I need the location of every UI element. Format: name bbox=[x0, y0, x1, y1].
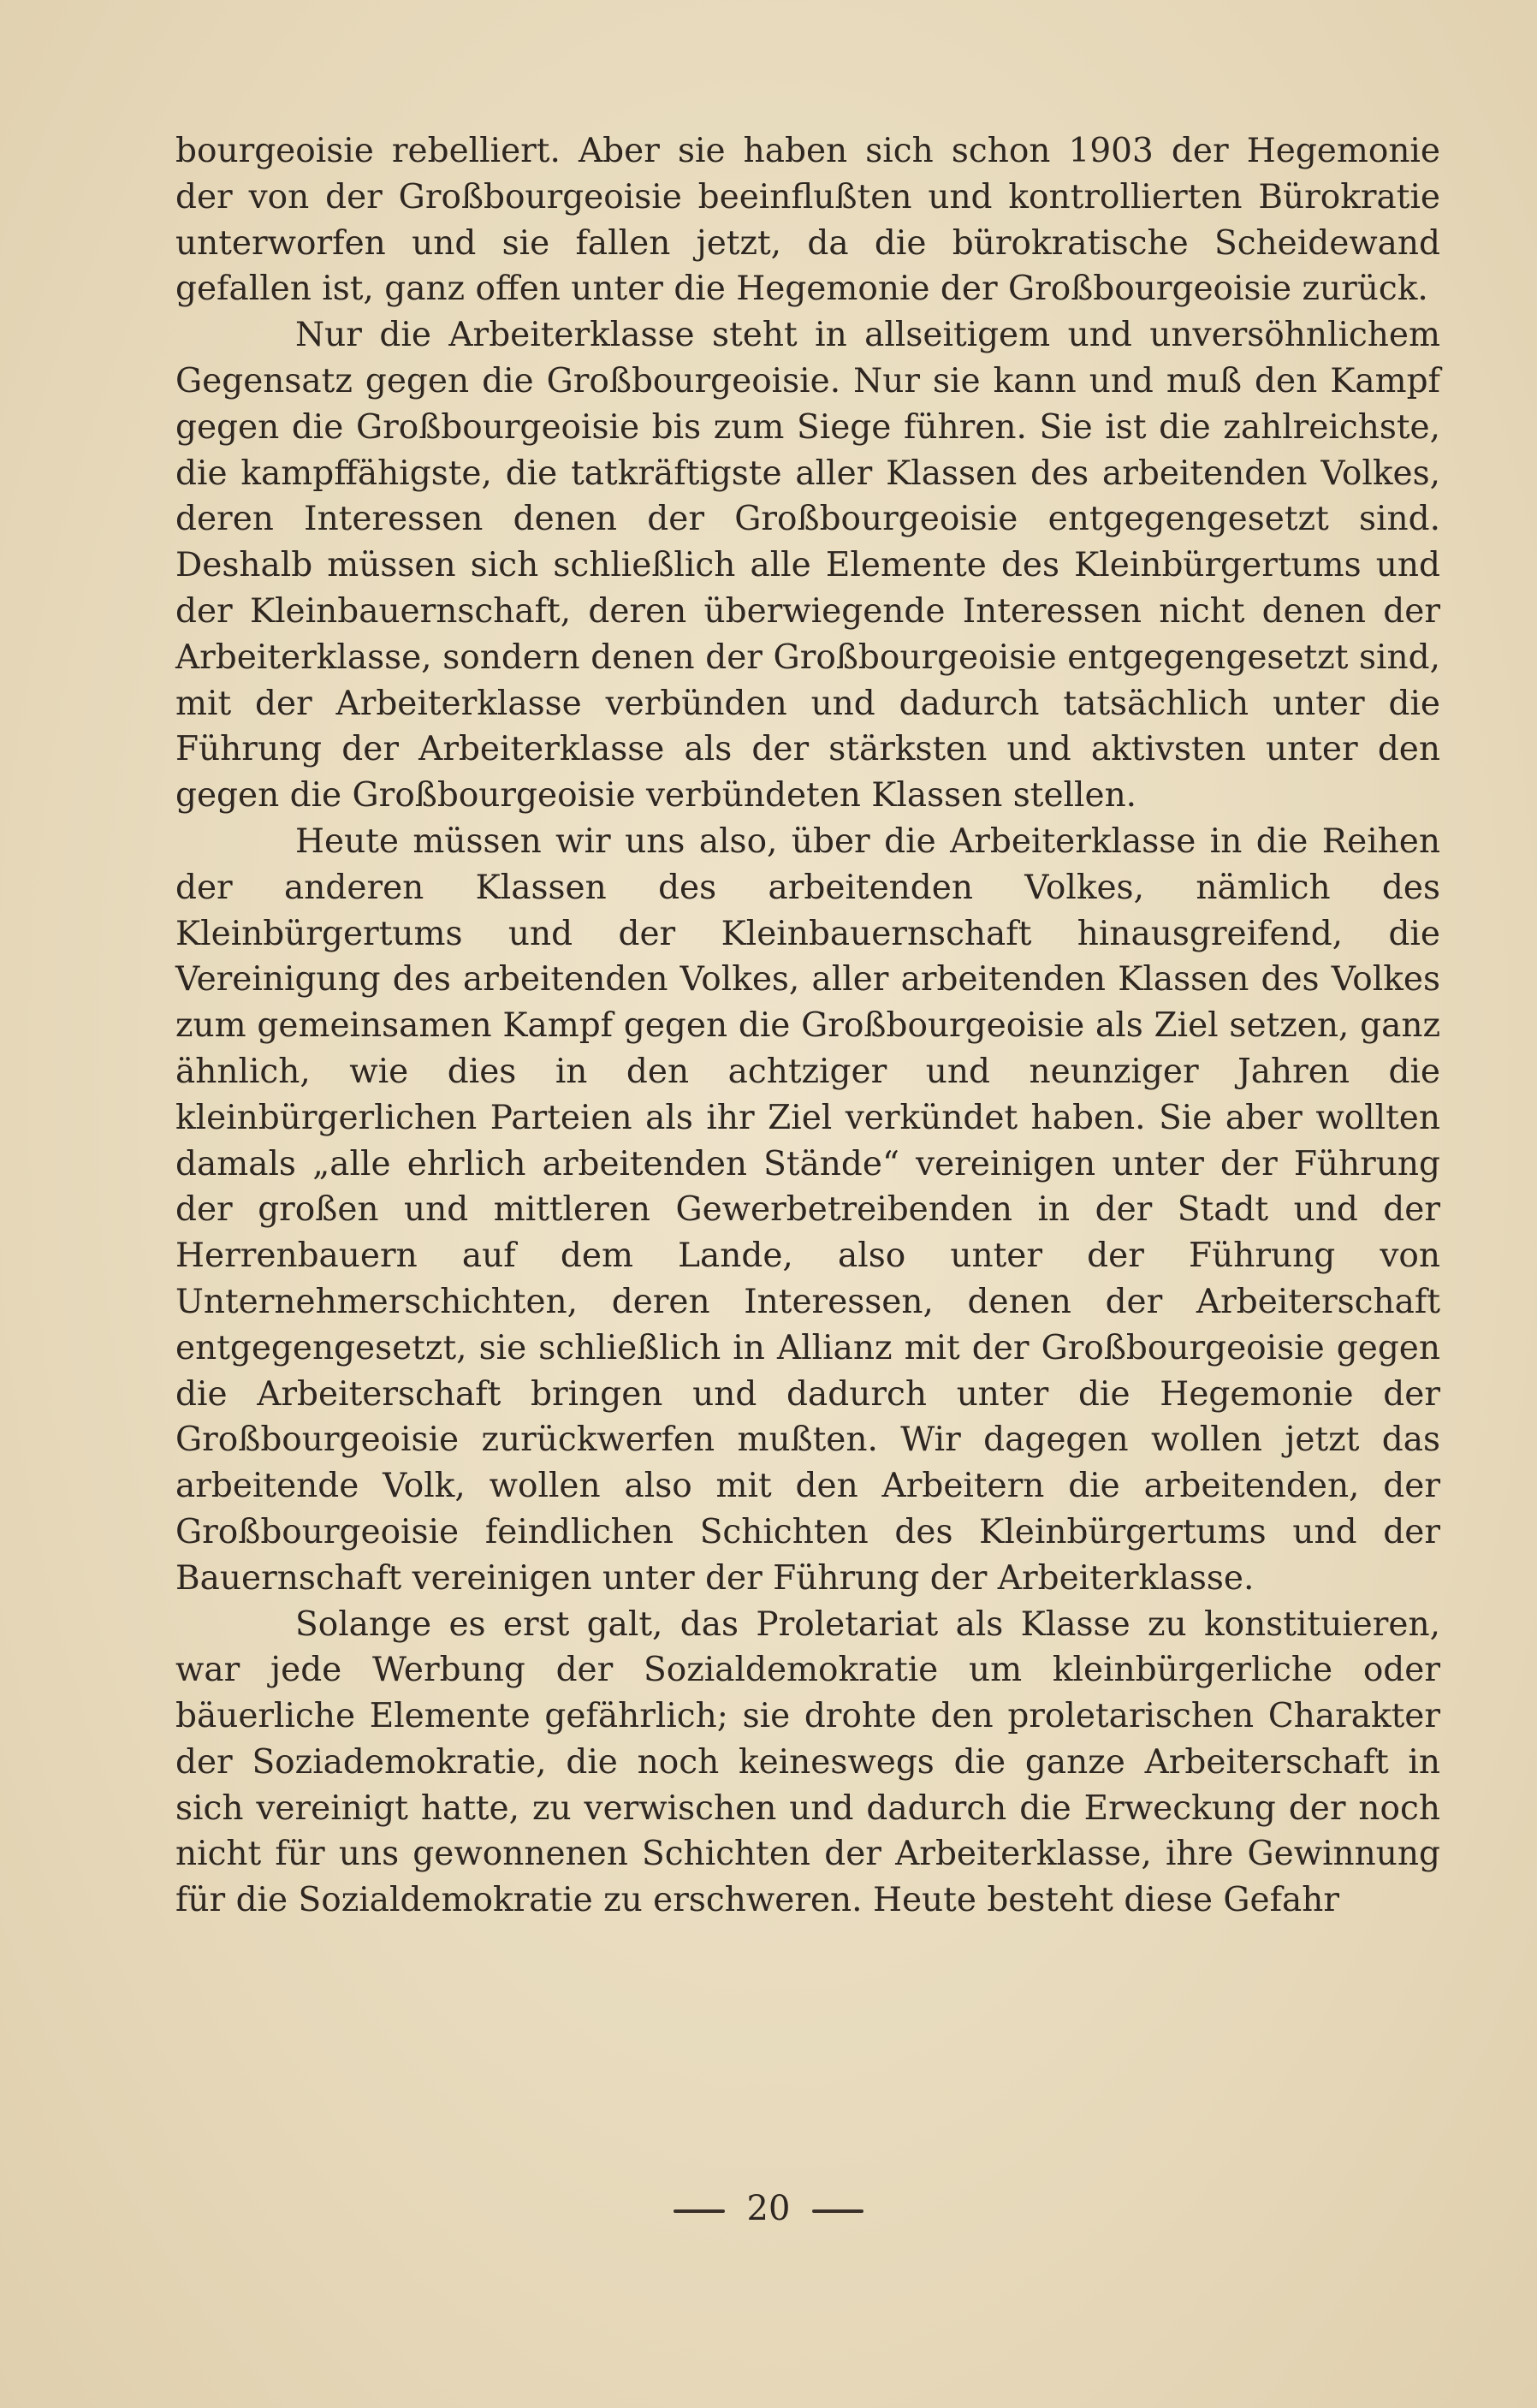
body-text bbox=[175, 128, 1440, 1924]
paragraph-continuation: bourgeoisie rebelliert. Aber sie haben sich schon 1903 der Hegemonie der von der Großbourgeoisie beeinflußten und kontrollierten Bürokratie unterworfen und sie fallen jetzt, da die bürokratische Scheidewand gefallen ist, ganz offen unter die Hegemonie der Großbourgeoisie zurück. bbox=[175, 132, 1440, 309]
page-footer bbox=[0, 2189, 1537, 2228]
page-number: 20 bbox=[746, 2189, 791, 2228]
paragraph-heute: Heute müssen wir uns also, über die Arbeiterklasse in die Reihen der anderen Klassen des arbeitenden Volkes, nämlich des Kleinbürgertums und der Kleinbauernschaft hinausgreifend, die Vereinigung des arbeitenden Volkes, aller arbeitenden Klassen des Volkes zum gemeinsamen Kampf gegen die Großbourgeoisie als Ziel setzen, ganz ähnlich, wie dies in den achtziger und neunziger Jahren die kleinbürgerlichen Parteien als ihr Ziel verkündet haben. Sie aber wollten damals „alle ehrlich arbeitenden Stände“ vereinigen unter der Führung der großen und mittleren Gewerbetreibenden in der Stadt und der Herrenbauern auf dem Lande, also unter der Führung von Unternehmerschichten, deren Interessen, denen der Arbeiterschaft entgegengesetzt, sie schließlich in Allianz mit der Großbourgeoisie gegen die Arbeiterschaft bringen und dadurch unter die Hegemonie der Großbourgeoisie zurückwerfen mußten. Wir dagegen wollen jetzt das arbeitende Volk, wollen also mit den Arbeitern die arbeitenden, der Großbourgeoisie feindlichen Schichten des Kleinbürgertums und der Bauernschaft vereinigen unter der Führung der Arbeiterklasse. bbox=[175, 821, 1440, 1598]
right-dash-ornament bbox=[812, 2209, 863, 2213]
paragraph-arbeiterklasse: Nur die Arbeiterklasse steht in allseitigem und unversöhnlichem Gegensatz gegen die Großbourgeoisie. Nur sie kann und muß den Kampf gegen die Großbourgeoisie bis zum Siege führen. Sie ist die zahlreichste, die kampffähigste, die tatkräftigste aller Klassen des arbeitenden Volkes, deren Interessen denen der Großbourgeoisie entgegengesetzt sind. Deshalb müssen sich schließlich alle Elemente des Kleinbürgertums und der Kleinbauernschaft, deren überwiegende Interessen nicht denen der Arbeiterklasse, sondern denen der Großbourgeoisie entgegengesetzt sind, mit der Arbeiterklasse verbünden und dadurch tatsächlich unter die Führung der Arbeiterklasse als der stärksten und aktivsten unter den gegen die Großbourgeoisie verbündeten Klassen stellen. bbox=[175, 316, 1440, 816]
paragraph-solange: Solange es erst galt, das Proletariat als Klasse zu konstituieren, war jede Werbung der Sozialdemokratie um kleinbürgerliche oder bäuerliche Elemente gefährlich; sie drohte den proletarischen Charakter der Soziademokratie, die noch keineswegs die ganze Arbeiterschaft in sich vereinigt hatte, zu verwischen und dadurch die Erweckung der noch nicht für uns gewonnenen Schichten der Arbeiterklasse, ihre Gewinnung für die Sozialdemokratie zu erschweren. Heute besteht diese Gefahr bbox=[175, 1604, 1440, 1920]
left-dash-ornament bbox=[674, 2209, 725, 2213]
